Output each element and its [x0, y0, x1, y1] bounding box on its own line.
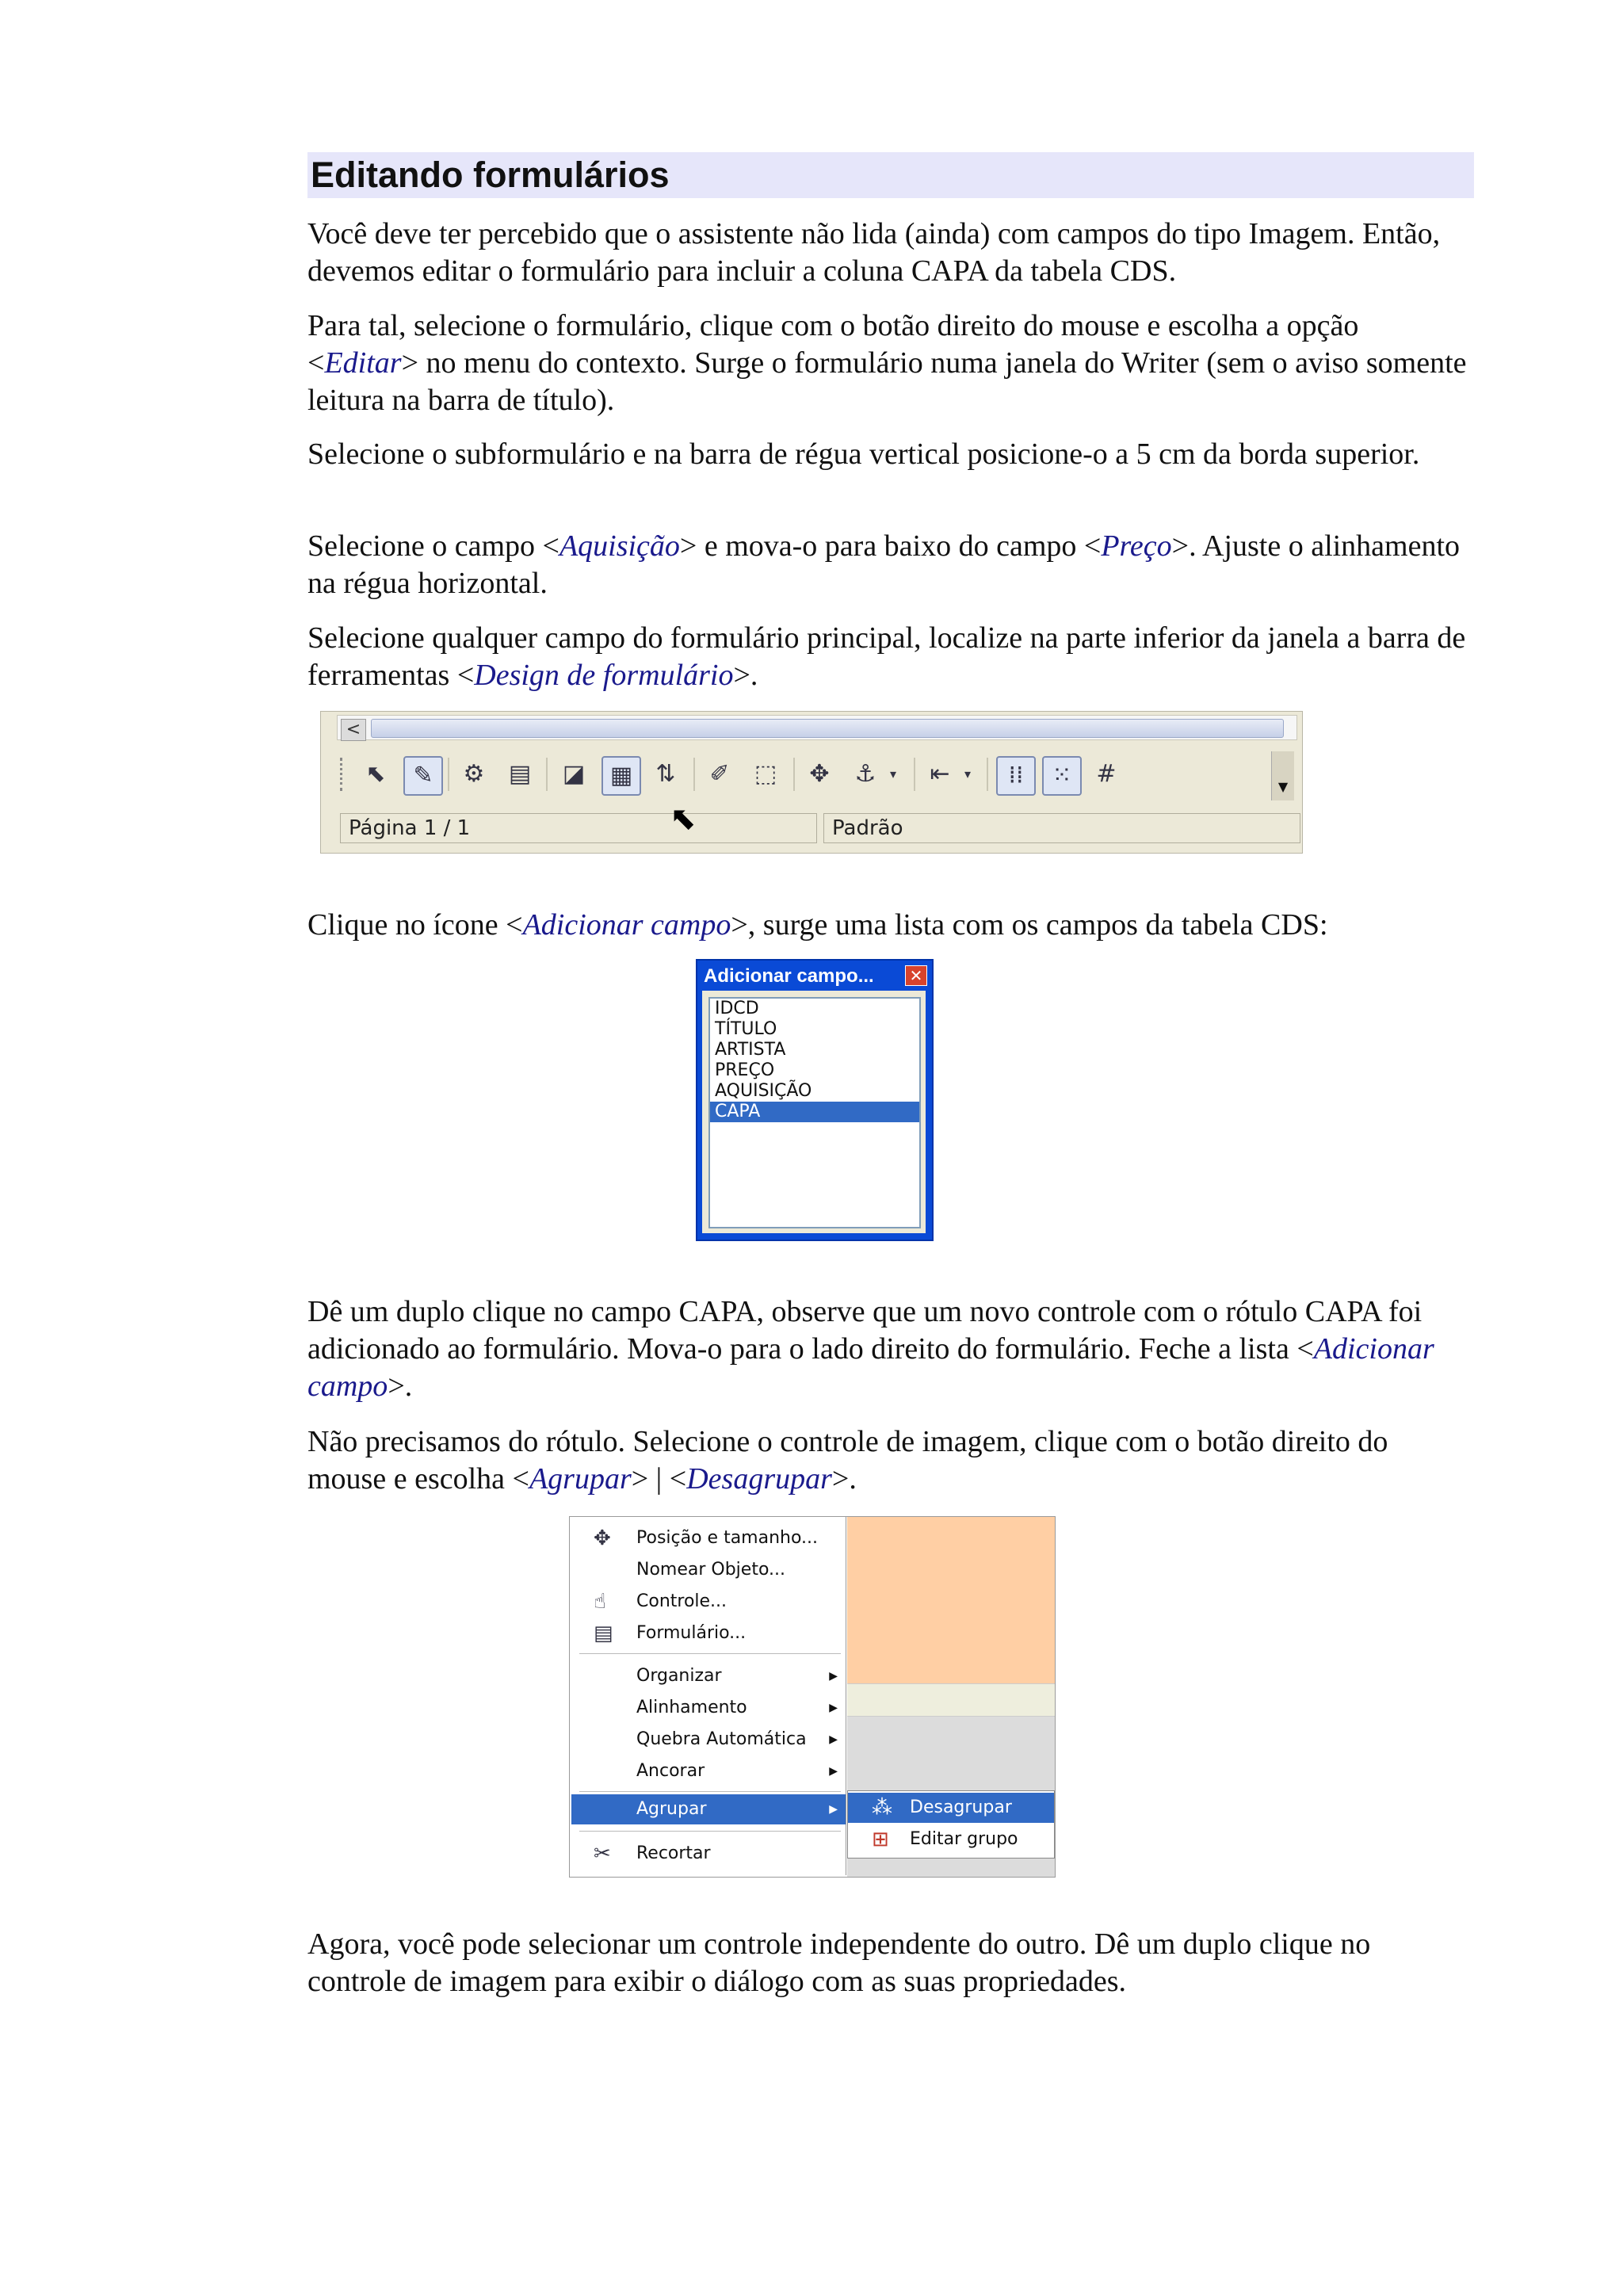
- text: >. Ajuste o alinhamento na régua horizontal.: [307, 529, 1461, 600]
- menu-item-edit-group[interactable]: [848, 1824, 1054, 1855]
- text: >, surge uma lista com os campos da tabela CDS:: [731, 908, 1328, 942]
- scissors-icon: ✂: [594, 1842, 611, 1866]
- menu-separator: [579, 1653, 841, 1654]
- menu-reference: Editar: [324, 346, 402, 380]
- toolbar-row: [337, 751, 1294, 797]
- text: Selecione qualquer campo do formulário principal, localize na parte inferior da janela a barra de ferramentas <: [307, 621, 1466, 692]
- position-size-icon[interactable]: ✥: [809, 760, 830, 788]
- menu-label: Organizar: [636, 1666, 722, 1686]
- separator: [914, 758, 915, 791]
- paragraph-3: Selecione o subformulário e na barra de régua vertical posicione-o a 5 cm da borda superior.: [307, 437, 1420, 471]
- separator: [546, 758, 548, 791]
- guides-icon[interactable]: #: [1096, 760, 1117, 788]
- menu-item-arrange[interactable]: [571, 1661, 846, 1691]
- menu-item-control[interactable]: [571, 1587, 846, 1617]
- horizontal-scrollbar[interactable]: [337, 715, 1297, 740]
- text: >.: [733, 659, 758, 692]
- context-menu: [571, 1517, 846, 1875]
- group-submenu: [847, 1790, 1055, 1859]
- paragraph-2: [307, 308, 1474, 419]
- menu-label: Posição e tamanho...: [636, 1528, 819, 1548]
- list-item[interactable]: IDCD: [715, 999, 759, 1018]
- menu-item-form[interactable]: [571, 1618, 846, 1648]
- toolbar-overflow-button[interactable]: ▼: [1271, 751, 1294, 800]
- text: > no menu do contexto. Surge o formulário numa janela do Writer (sem o aviso somente leitura na barra de título).: [307, 346, 1467, 417]
- menu-reference: Desagrupar: [686, 1462, 832, 1496]
- align-icon[interactable]: ⇤: [930, 760, 950, 788]
- image-control-area: [847, 1517, 1055, 1683]
- snap-grid-icon[interactable]: ⁙: [1042, 756, 1082, 796]
- text: Selecione o campo <: [307, 529, 559, 563]
- form-strip: [847, 1683, 1055, 1717]
- menu-label: Nomear Objeto...: [636, 1560, 786, 1580]
- text: Não precisamos do rótulo. Selecione o controle de imagem, clique com o botão direito do mouse e escolha <: [307, 1425, 1388, 1496]
- separator: [693, 758, 695, 791]
- select-icon[interactable]: ⬉: [365, 760, 386, 788]
- submenu-arrow-icon: ▶: [829, 1765, 838, 1778]
- menu-item-wrap[interactable]: [571, 1725, 846, 1755]
- scroll-left-button[interactable]: <: [341, 719, 366, 741]
- form-design-icon[interactable]: ▤: [508, 760, 532, 788]
- menu-item-name-object[interactable]: [571, 1555, 846, 1585]
- list-item[interactable]: PREÇO: [715, 1060, 775, 1080]
- paragraph-9: Agora, você pode selecionar um controle independente do outro. Dê um duplo clique no controle de imagem para exibir o diálogo com as suas propriedades.: [307, 1927, 1371, 1998]
- menu-label: Controle...: [636, 1591, 727, 1611]
- field-list[interactable]: [708, 997, 921, 1228]
- text: >.: [388, 1370, 413, 1403]
- edit-group-icon: ⊞: [872, 1828, 889, 1851]
- dialog-reference: Adicionar campo: [307, 1332, 1434, 1403]
- dialog-body: [702, 991, 926, 1233]
- text: Clique no ícone <: [307, 908, 523, 942]
- menu-label: Alinhamento: [636, 1698, 747, 1717]
- paragraph-4: [307, 528, 1474, 602]
- submenu-arrow-icon: ▶: [829, 1733, 838, 1746]
- toolbar-grip[interactable]: [340, 758, 347, 791]
- menu-label: Recortar: [636, 1843, 711, 1863]
- menu-item-cut[interactable]: [571, 1839, 846, 1869]
- field-reference: Aquisição: [559, 529, 680, 563]
- close-button[interactable]: ✕: [905, 965, 927, 986]
- submenu-arrow-icon: ▶: [829, 1702, 838, 1714]
- dialog-title: Adicionar campo...: [704, 965, 874, 987]
- scroll-thumb[interactable]: [371, 719, 1284, 738]
- list-item[interactable]: ARTISTA: [715, 1040, 786, 1060]
- menu-label: Quebra Automática: [636, 1729, 807, 1749]
- dropdown-icon[interactable]: ▾: [889, 766, 897, 781]
- anchor-icon[interactable]: ⚓: [854, 760, 876, 788]
- list-item[interactable]: AQUISIÇÃO: [715, 1081, 812, 1101]
- paragraph-6: [307, 907, 1474, 944]
- paragraph-7: [307, 1293, 1474, 1405]
- context-menu-screenshot: [569, 1516, 1056, 1878]
- menu-item-group[interactable]: [571, 1794, 846, 1824]
- position-size-icon: ✥: [594, 1526, 611, 1550]
- control-icon: ☝: [594, 1590, 606, 1614]
- ungroup-icon: ⁂: [872, 1796, 892, 1820]
- paragraph-1: Você deve ter percebido que o assistente não lida (ainda) com campos do tipo Imagem. Então, devemos editar o formulário para incluir a coluna CAPA da tabela CDS.: [307, 217, 1441, 288]
- open-in-design-icon[interactable]: ✐: [709, 760, 730, 788]
- text: > e mova-o para baixo do campo <: [679, 529, 1102, 563]
- form-properties-icon[interactable]: ◪: [562, 760, 586, 788]
- status-style: Padrão: [823, 813, 1300, 843]
- add-field-dialog: [696, 959, 934, 1241]
- toolbar-reference: Design de formulário: [474, 659, 734, 692]
- menu-label: Desagrupar: [910, 1797, 1012, 1817]
- menu-item-anchor[interactable]: [571, 1756, 846, 1786]
- text: >.: [831, 1462, 857, 1496]
- submenu-arrow-icon: ▶: [829, 1803, 838, 1816]
- mouse-pointer-icon: ⬉: [670, 800, 697, 837]
- list-item[interactable]: TÍTULO: [715, 1019, 777, 1039]
- control-icon[interactable]: ⚙: [463, 760, 485, 788]
- paragraph-8: [307, 1423, 1474, 1498]
- submenu-arrow-icon: ▶: [829, 1670, 838, 1683]
- status-page: Página 1 / 1: [340, 813, 817, 843]
- separator: [793, 758, 795, 791]
- menu-item-position-size[interactable]: [571, 1523, 846, 1553]
- field-reference: Preço: [1101, 529, 1172, 563]
- section-heading: Editando formulários: [307, 152, 1474, 198]
- menu-separator: [579, 1831, 841, 1832]
- design-mode-icon[interactable]: ✎: [403, 756, 443, 796]
- list-item-selected[interactable]: CAPA: [710, 1102, 919, 1122]
- focus-icon[interactable]: ⬚: [754, 760, 777, 788]
- menu-item-ungroup[interactable]: [848, 1793, 1054, 1823]
- text: Dê um duplo clique no campo CAPA, observe que um novo controle com o rótulo CAPA foi adicionado ao formulário. Mova-o para o lado direito do formulário. Feche a lista <: [307, 1295, 1423, 1366]
- menu-label: Editar grupo: [910, 1829, 1018, 1849]
- menu-label: Agrupar: [636, 1799, 707, 1819]
- text: Para tal, selecione o formulário, clique com o botão direito do mouse e escolha a opção <: [307, 309, 1359, 380]
- menu-item-alignment[interactable]: [571, 1693, 846, 1723]
- activation-order-icon[interactable]: ⇅: [655, 760, 676, 788]
- menu-label: Formulário...: [636, 1623, 747, 1643]
- separator: [987, 758, 988, 791]
- paragraph-5: [307, 620, 1474, 694]
- grid-icon[interactable]: ⁞⁞: [996, 756, 1036, 796]
- text: > | <: [631, 1462, 687, 1496]
- add-field-icon[interactable]: ▦: [601, 756, 641, 796]
- icon-reference: Adicionar campo: [522, 908, 731, 942]
- menu-separator: [579, 1791, 841, 1792]
- separator: [448, 758, 449, 791]
- form-design-toolbar-screenshot: [320, 711, 1303, 854]
- form-icon: ▤: [594, 1622, 613, 1645]
- menu-reference: Agrupar: [529, 1462, 632, 1496]
- dropdown-icon[interactable]: ▾: [964, 766, 972, 781]
- menu-label: Ancorar: [636, 1761, 705, 1781]
